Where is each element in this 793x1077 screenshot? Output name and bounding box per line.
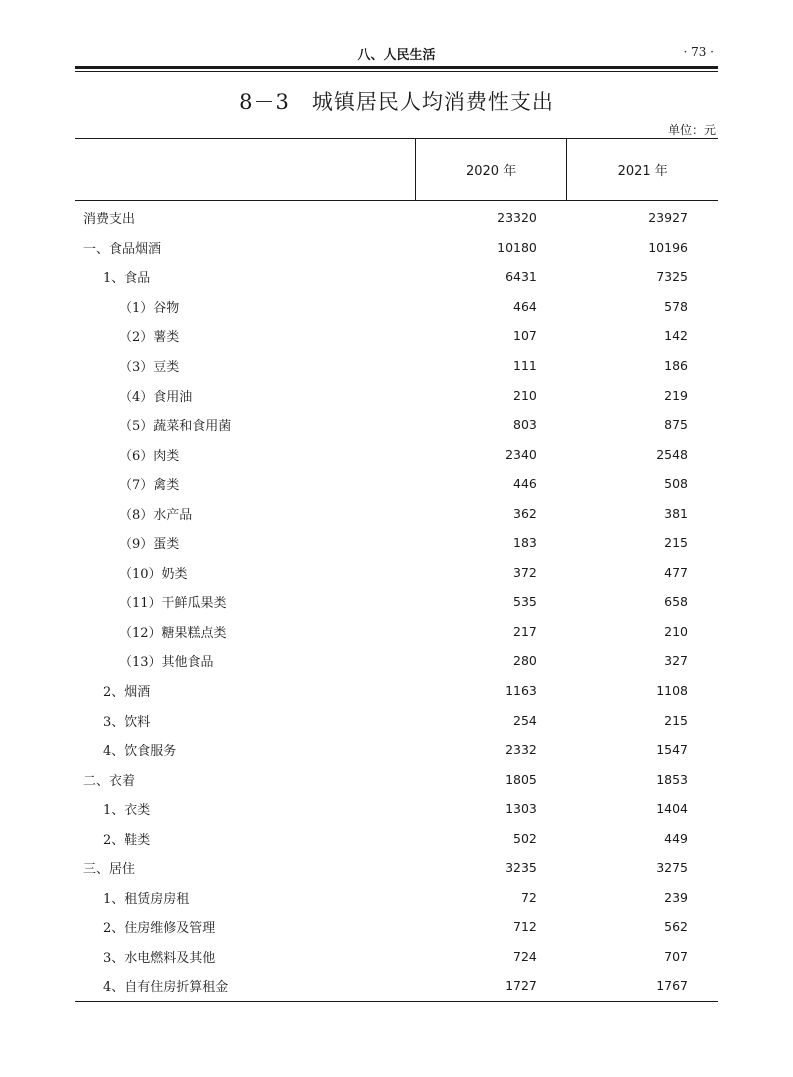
table-row	[75, 646, 718, 676]
row-label: （1）谷物	[119, 300, 180, 316]
value-2021: 186	[664, 358, 688, 373]
table-row	[75, 558, 718, 588]
row-label: 三、居住	[83, 862, 136, 878]
table-row	[75, 883, 718, 913]
row-label: 消费支出	[83, 212, 136, 228]
table-row	[75, 321, 718, 351]
table-number: 8－3	[239, 90, 290, 114]
value-2021: 1547	[656, 742, 688, 758]
row-label: （2）薯类	[119, 330, 180, 346]
row-label: （11）干鲜瓜果类	[119, 596, 227, 612]
row-label: （6）肉类	[119, 448, 180, 464]
value-2020: 6431	[505, 269, 537, 285]
value-2020: 535	[513, 594, 537, 610]
table-row	[75, 439, 718, 469]
table-row	[75, 617, 718, 647]
row-label: （8）水产品	[119, 507, 193, 523]
section-title: 八、人民生活	[357, 48, 436, 63]
header-label-cell	[75, 139, 415, 201]
table-row	[75, 351, 718, 381]
unit-note: 单位：元	[667, 123, 716, 137]
table-title-text: 城镇居民人均消费性支出	[311, 90, 554, 114]
page-number: · 73 ·	[683, 45, 714, 59]
header-rule-thick	[75, 66, 718, 69]
row-label: （4）食用油	[119, 389, 193, 405]
value-2020: 372	[513, 564, 537, 580]
value-2020: 724	[513, 948, 537, 964]
row-label: 1、租赁房房租	[103, 891, 190, 907]
value-2020: 1163	[505, 683, 537, 699]
value-2021: 508	[664, 476, 688, 492]
table-row	[75, 410, 718, 440]
row-label: 4、饮食服务	[103, 744, 177, 760]
row-label: 3、水电燃料及其他	[103, 950, 216, 966]
value-2020: 2340	[505, 446, 537, 462]
header-rule-thin	[75, 71, 718, 72]
row-label: （13）其他食品	[119, 655, 214, 671]
header-year-2020: 2020 年	[415, 139, 567, 201]
table-row	[75, 587, 718, 617]
table-row	[75, 853, 718, 883]
row-label: （7）禽类	[119, 478, 180, 494]
value-2021: 875	[664, 417, 688, 433]
table-row	[75, 528, 718, 558]
value-2020: 23320	[497, 210, 537, 226]
value-2020: 3235	[505, 860, 537, 876]
value-2020: 1727	[415, 971, 567, 1001]
row-label: 2、住房维修及管理	[103, 921, 216, 937]
table-row	[75, 735, 718, 765]
value-2020: 210	[513, 387, 537, 403]
value-2021: 449	[664, 830, 688, 846]
value-2020: 446	[513, 476, 537, 492]
value-2021: 707	[664, 948, 688, 964]
table-body	[75, 201, 718, 1002]
value-2021: 1108	[656, 683, 688, 699]
table-row	[75, 823, 718, 853]
value-2021: 239	[664, 889, 688, 905]
value-2020: 803	[513, 417, 537, 433]
value-2020: 712	[513, 919, 537, 935]
table-row	[75, 705, 718, 735]
value-2021: 1853	[656, 771, 688, 787]
value-2021: 2548	[656, 446, 688, 462]
value-2020: 107	[513, 328, 537, 344]
row-label: 1、食品	[103, 271, 151, 287]
header-year-2021: 2021 年	[567, 139, 718, 201]
table-row	[75, 201, 718, 233]
table-row	[75, 912, 718, 942]
value-2021: 219	[664, 387, 688, 403]
value-2021: 658	[664, 594, 688, 610]
table-title	[75, 86, 718, 116]
table-row	[75, 794, 718, 824]
table-row	[75, 764, 718, 794]
table-row	[75, 233, 718, 263]
row-label: （9）蛋类	[119, 537, 180, 553]
value-2021: 215	[664, 712, 688, 728]
value-2020: 10180	[497, 239, 537, 255]
value-2021: 578	[664, 298, 688, 314]
value-2020: 217	[513, 623, 537, 639]
row-label: 3、饮料	[103, 714, 151, 730]
data-table	[75, 138, 718, 1002]
row-label: （3）豆类	[119, 360, 180, 375]
running-header	[75, 38, 718, 66]
value-2020: 2332	[505, 742, 537, 758]
value-2021: 142	[664, 328, 688, 344]
value-2021: 215	[664, 535, 688, 551]
value-2021: 3275	[656, 860, 688, 876]
value-2020: 362	[513, 505, 537, 521]
table-row	[75, 498, 718, 528]
table-header-row	[75, 139, 718, 201]
value-2021: 23927	[648, 210, 688, 226]
row-label: （5）蔬菜和食用菌	[119, 419, 232, 435]
table-row	[75, 942, 718, 972]
row-label: （12）糖果糕点类	[119, 625, 227, 641]
row-label: 4、自有住房折算租金	[75, 971, 415, 1001]
value-2020: 280	[513, 653, 537, 669]
value-2020: 72	[520, 889, 537, 905]
table-row	[75, 971, 718, 1001]
row-label: 一、食品烟酒	[83, 241, 162, 257]
row-label: 二、衣着	[83, 773, 136, 789]
row-label: （10）奶类	[119, 566, 188, 582]
table-row	[75, 380, 718, 410]
value-2021: 10196	[648, 239, 688, 255]
value-2021: 327	[664, 653, 688, 669]
row-label: 1、衣类	[103, 803, 151, 819]
row-label: 2、鞋类	[103, 832, 151, 848]
value-2021: 210	[664, 623, 688, 639]
value-2020: 464	[513, 298, 537, 314]
value-2021: 1767	[567, 971, 718, 1001]
table-row	[75, 262, 718, 292]
table-row	[75, 469, 718, 499]
value-2020: 254	[513, 712, 537, 728]
table-row	[75, 292, 718, 322]
value-2021: 381	[664, 505, 688, 521]
row-label: 2、烟酒	[103, 685, 151, 701]
value-2021: 7325	[656, 269, 688, 285]
value-2020: 183	[513, 535, 537, 551]
value-2021: 477	[664, 564, 688, 580]
table-row	[75, 676, 718, 706]
value-2020: 1303	[505, 801, 537, 817]
value-2021: 562	[664, 919, 688, 935]
value-2020: 502	[513, 830, 537, 846]
value-2020: 111	[513, 358, 537, 373]
value-2020: 1805	[505, 771, 537, 787]
value-2021: 1404	[656, 801, 688, 817]
